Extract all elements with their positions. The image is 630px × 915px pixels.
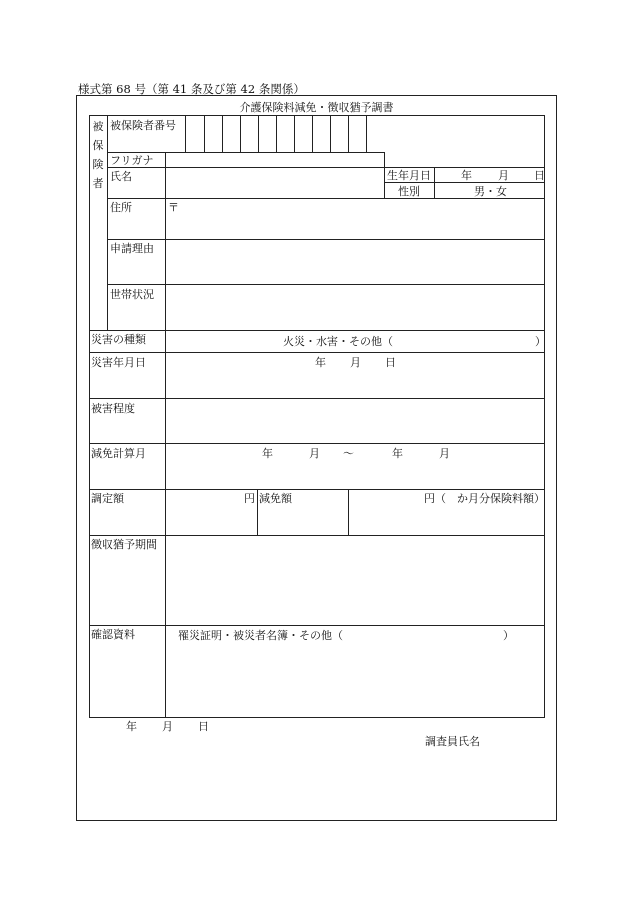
period-month-end: 月	[439, 447, 450, 460]
footer-date-month: 月	[162, 720, 173, 733]
period-month-start: 月	[309, 447, 320, 460]
furigana-field[interactable]	[166, 153, 384, 167]
digit-box[interactable]	[294, 115, 295, 152]
row-divider	[89, 330, 545, 331]
disaster-type-label: 災害の種類	[91, 333, 146, 346]
row-divider	[89, 489, 545, 490]
row-divider	[89, 625, 545, 626]
birthdate-month: 月	[498, 169, 509, 182]
disaster-date-month: 月	[350, 356, 361, 369]
reduction-unit: 円（ か月分保険料額）	[424, 492, 545, 505]
amount-divider	[348, 489, 349, 535]
digit-box[interactable]	[366, 115, 367, 152]
sex-label: 性別	[398, 185, 420, 198]
period-year-start: 年	[262, 447, 273, 460]
deferment-period-label: 徴収猶予期間	[91, 538, 157, 551]
reduction-period-label: 減免計算月	[91, 447, 146, 460]
household-field[interactable]	[166, 285, 544, 330]
name-right-divider	[384, 152, 385, 198]
disaster-date-day: 日	[385, 356, 396, 369]
disaster-date-label: 災害年月日	[91, 356, 146, 369]
period-year-end: 年	[392, 447, 403, 460]
row-divider	[384, 182, 545, 183]
digit-box[interactable]	[348, 115, 349, 152]
row-divider	[89, 443, 545, 444]
form-title: 介護保険料減免・徴収猶予調書	[239, 101, 394, 114]
reason-field[interactable]	[166, 240, 544, 284]
digit-box[interactable]	[185, 115, 186, 152]
row-divider	[89, 352, 545, 353]
furigana-label: フリガナ	[110, 154, 154, 167]
damage-label: 被害程度	[91, 402, 135, 415]
confirmation-docs-label: 確認資料	[91, 628, 135, 641]
address-field[interactable]	[180, 199, 544, 239]
assessed-amount-label: 調定額	[91, 492, 124, 505]
assessed-unit: 円	[244, 492, 255, 505]
amount-divider	[257, 489, 258, 535]
insured-number-label: 被保険者番号	[110, 119, 176, 132]
disaster-type-close: ）	[535, 335, 546, 348]
name-field[interactable]	[166, 168, 384, 198]
household-label: 世帯状況	[110, 288, 154, 301]
disaster-date-year: 年	[315, 356, 326, 369]
label-divider	[165, 330, 166, 718]
confirmation-close: ）	[503, 629, 514, 642]
deferment-field[interactable]	[166, 536, 544, 625]
insured-vertical-label: 被 保 険 者	[92, 120, 104, 190]
insured-column-divider	[107, 115, 108, 330]
period-tilde: ～	[343, 447, 354, 460]
birthdate-year: 年	[461, 169, 472, 182]
digit-box[interactable]	[222, 115, 223, 152]
digit-box[interactable]	[330, 115, 331, 152]
birthdate-label: 生年月日	[387, 169, 431, 182]
digit-box[interactable]	[312, 115, 313, 152]
digit-box[interactable]	[204, 115, 205, 152]
reason-label: 申請理由	[110, 242, 154, 255]
sex-options[interactable]: 男・女	[474, 185, 507, 198]
damage-field[interactable]	[166, 399, 544, 443]
form-number-label: 様式第 68 号（第 41 条及び第 42 条関係）	[78, 82, 305, 96]
footer-date-day: 日	[198, 720, 209, 733]
digit-box[interactable]	[276, 115, 277, 152]
name-label: 氏名	[110, 170, 132, 183]
postal-mark: 〒	[168, 201, 179, 214]
digit-box[interactable]	[258, 115, 259, 152]
inspector-name-label: 調査員氏名	[425, 735, 480, 748]
reduction-amount-label: 減免額	[259, 492, 292, 505]
confirmation-options[interactable]: 罹災証明・被災者名簿・その他（	[178, 629, 343, 642]
address-label: 住所	[110, 201, 132, 214]
digit-box[interactable]	[240, 115, 241, 152]
footer-date-year: 年	[126, 720, 137, 733]
disaster-type-options[interactable]: 火災・水害・その他（	[283, 335, 393, 348]
birthdate-day: 日	[534, 169, 545, 182]
